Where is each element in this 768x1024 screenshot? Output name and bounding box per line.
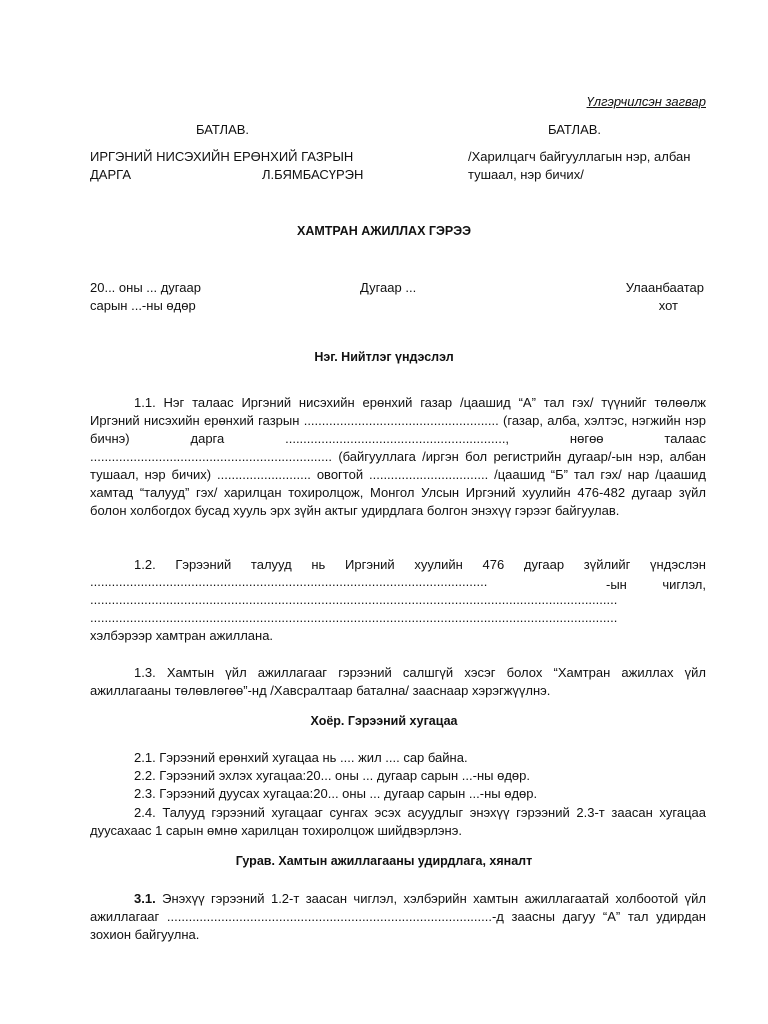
section1-para-1 bbox=[90, 394, 706, 520]
section1-para-2-tail: -ын чиглэл, bbox=[606, 577, 706, 592]
document-title: ХАМТРАН АЖИЛЛАХ ГЭРЭЭ bbox=[297, 224, 471, 238]
section1-para-2-line4: .................................................................................................................................................. bbox=[90, 610, 618, 625]
section1-para-2-dots: .............................................................................................................. bbox=[90, 574, 488, 589]
template-label: Үлгэрчилсэн загвар bbox=[586, 94, 706, 109]
date-line1: 20... оны ... дугаар bbox=[90, 280, 201, 295]
section1-para-2-text: 1.2. Гэрээний талууд нь Иргэний хуулийн 476 дугаар зүйлийг үндэслэн bbox=[134, 557, 706, 572]
city-line1: Улаанбаатар bbox=[625, 280, 704, 295]
section3-para-1-text: Энэхүү гэрээний 1.2-т заасан чиглэл, хэлбэрийн хамтын ажиллагаатай холбоотой үйл ажиллагааг ..........................................................................................-д заасны дагуу “А” тал удирдан зохион байгуулна. bbox=[90, 891, 706, 942]
section3-para-1-number: 3.1. bbox=[134, 891, 156, 906]
left-org-title: ДАРГА bbox=[90, 167, 131, 182]
section1-para-2-line2 bbox=[90, 574, 706, 592]
section1-para-2-line5: хэлбэрээр хамтран ажиллана. bbox=[90, 628, 274, 643]
right-org-line2: тушаал, нэр бичих/ bbox=[468, 167, 584, 182]
section1-para-3: 1.3. Хамтын үйл ажиллагааг гэрээний салшгүй хэсэг болох “Хамтран ажиллах үйл ажиллагааны төлөвлөгөө”-нд /Хавсралтаар батална/ зааснаар хэрэгжүүлнэ. bbox=[90, 665, 706, 698]
approve-left: БАТЛАВ. bbox=[196, 122, 250, 137]
section1-para-2-line1 bbox=[90, 556, 706, 574]
section1-para-1-text: Нэг талаас Иргэний нисэхийн ерөнхий газар /цаашид “А” тал гэх/ түүнийг төлөөлж Иргэний нисэхийн ерөнхий газрын ...................................................... (газар, алба, хэлтэс, нэгжийн нэр бичнэ) дарга ............................................................., нөгөө талаас ................................................................... (байгууллага /иргэн бол регистрийн дугаар/-ын нэр, албан тушаал, нэр бичих) .......................... овогтой ................................. /цаашид “Б” тал гэх/ нар /цаашид хамтад “талууд” гэх/ харилцан тохиролцож, Монгол Улсын Иргэний хуулийн 476-482 дугаар зүйл болон холбогдох бусад хууль эрх зүйн актыг удирдлага болгон энэхүү гэрээг байгуулав. bbox=[90, 395, 706, 518]
section2-heading: Хоёр. Гэрээний хугацаа bbox=[310, 714, 458, 728]
right-org-line1: /Харилцагч байгууллагын нэр, албан bbox=[468, 149, 691, 164]
left-org-line1: ИРГЭНИЙ НИСЭХИЙН ЕРӨНХИЙ ГАЗРЫН bbox=[90, 149, 354, 164]
section2-item-4: 2.4. Талууд гэрээний хугацааг сунгах эсэх асуудлыг энэхүү гэрээний 2.3-т заасан хугацаа дуусахаас 1 сарын өмнө харилцан тохиролцож шийдвэрлэнэ. bbox=[90, 805, 706, 838]
section2-item-2: 2.2. Гэрээний эхлэх хугацаа:20... оны ... дугаар сарын ...-ны өдөр. bbox=[134, 768, 530, 783]
section1-para-2-line3: .................................................................................................................................................. bbox=[90, 592, 618, 607]
section1-heading: Нэг. Нийтлэг үндэслэл bbox=[314, 350, 454, 364]
section2-item-1: 2.1. Гэрээний ерөнхий хугацаа нь .... жил .... сар байна. bbox=[134, 750, 468, 765]
left-org-name: Л.БЯМБАСҮРЭН bbox=[262, 167, 364, 182]
section1-para-1-number: 1.1. bbox=[134, 395, 156, 410]
section3-heading: Гурав. Хамтын ажиллагааны удирдлага, хяналт bbox=[235, 854, 533, 868]
date-line2: сарын ...-ны өдөр bbox=[90, 298, 196, 313]
approve-right: БАТЛАВ. bbox=[548, 122, 602, 137]
section3-para-1 bbox=[90, 890, 706, 944]
section2-item-3: 2.3. Гэрээний дуусах хугацаа:20... оны ... дугаар сарын ...-ны өдөр. bbox=[134, 786, 538, 801]
contract-number: Дугаар ... bbox=[360, 280, 417, 295]
city-line2: хот bbox=[658, 298, 678, 313]
